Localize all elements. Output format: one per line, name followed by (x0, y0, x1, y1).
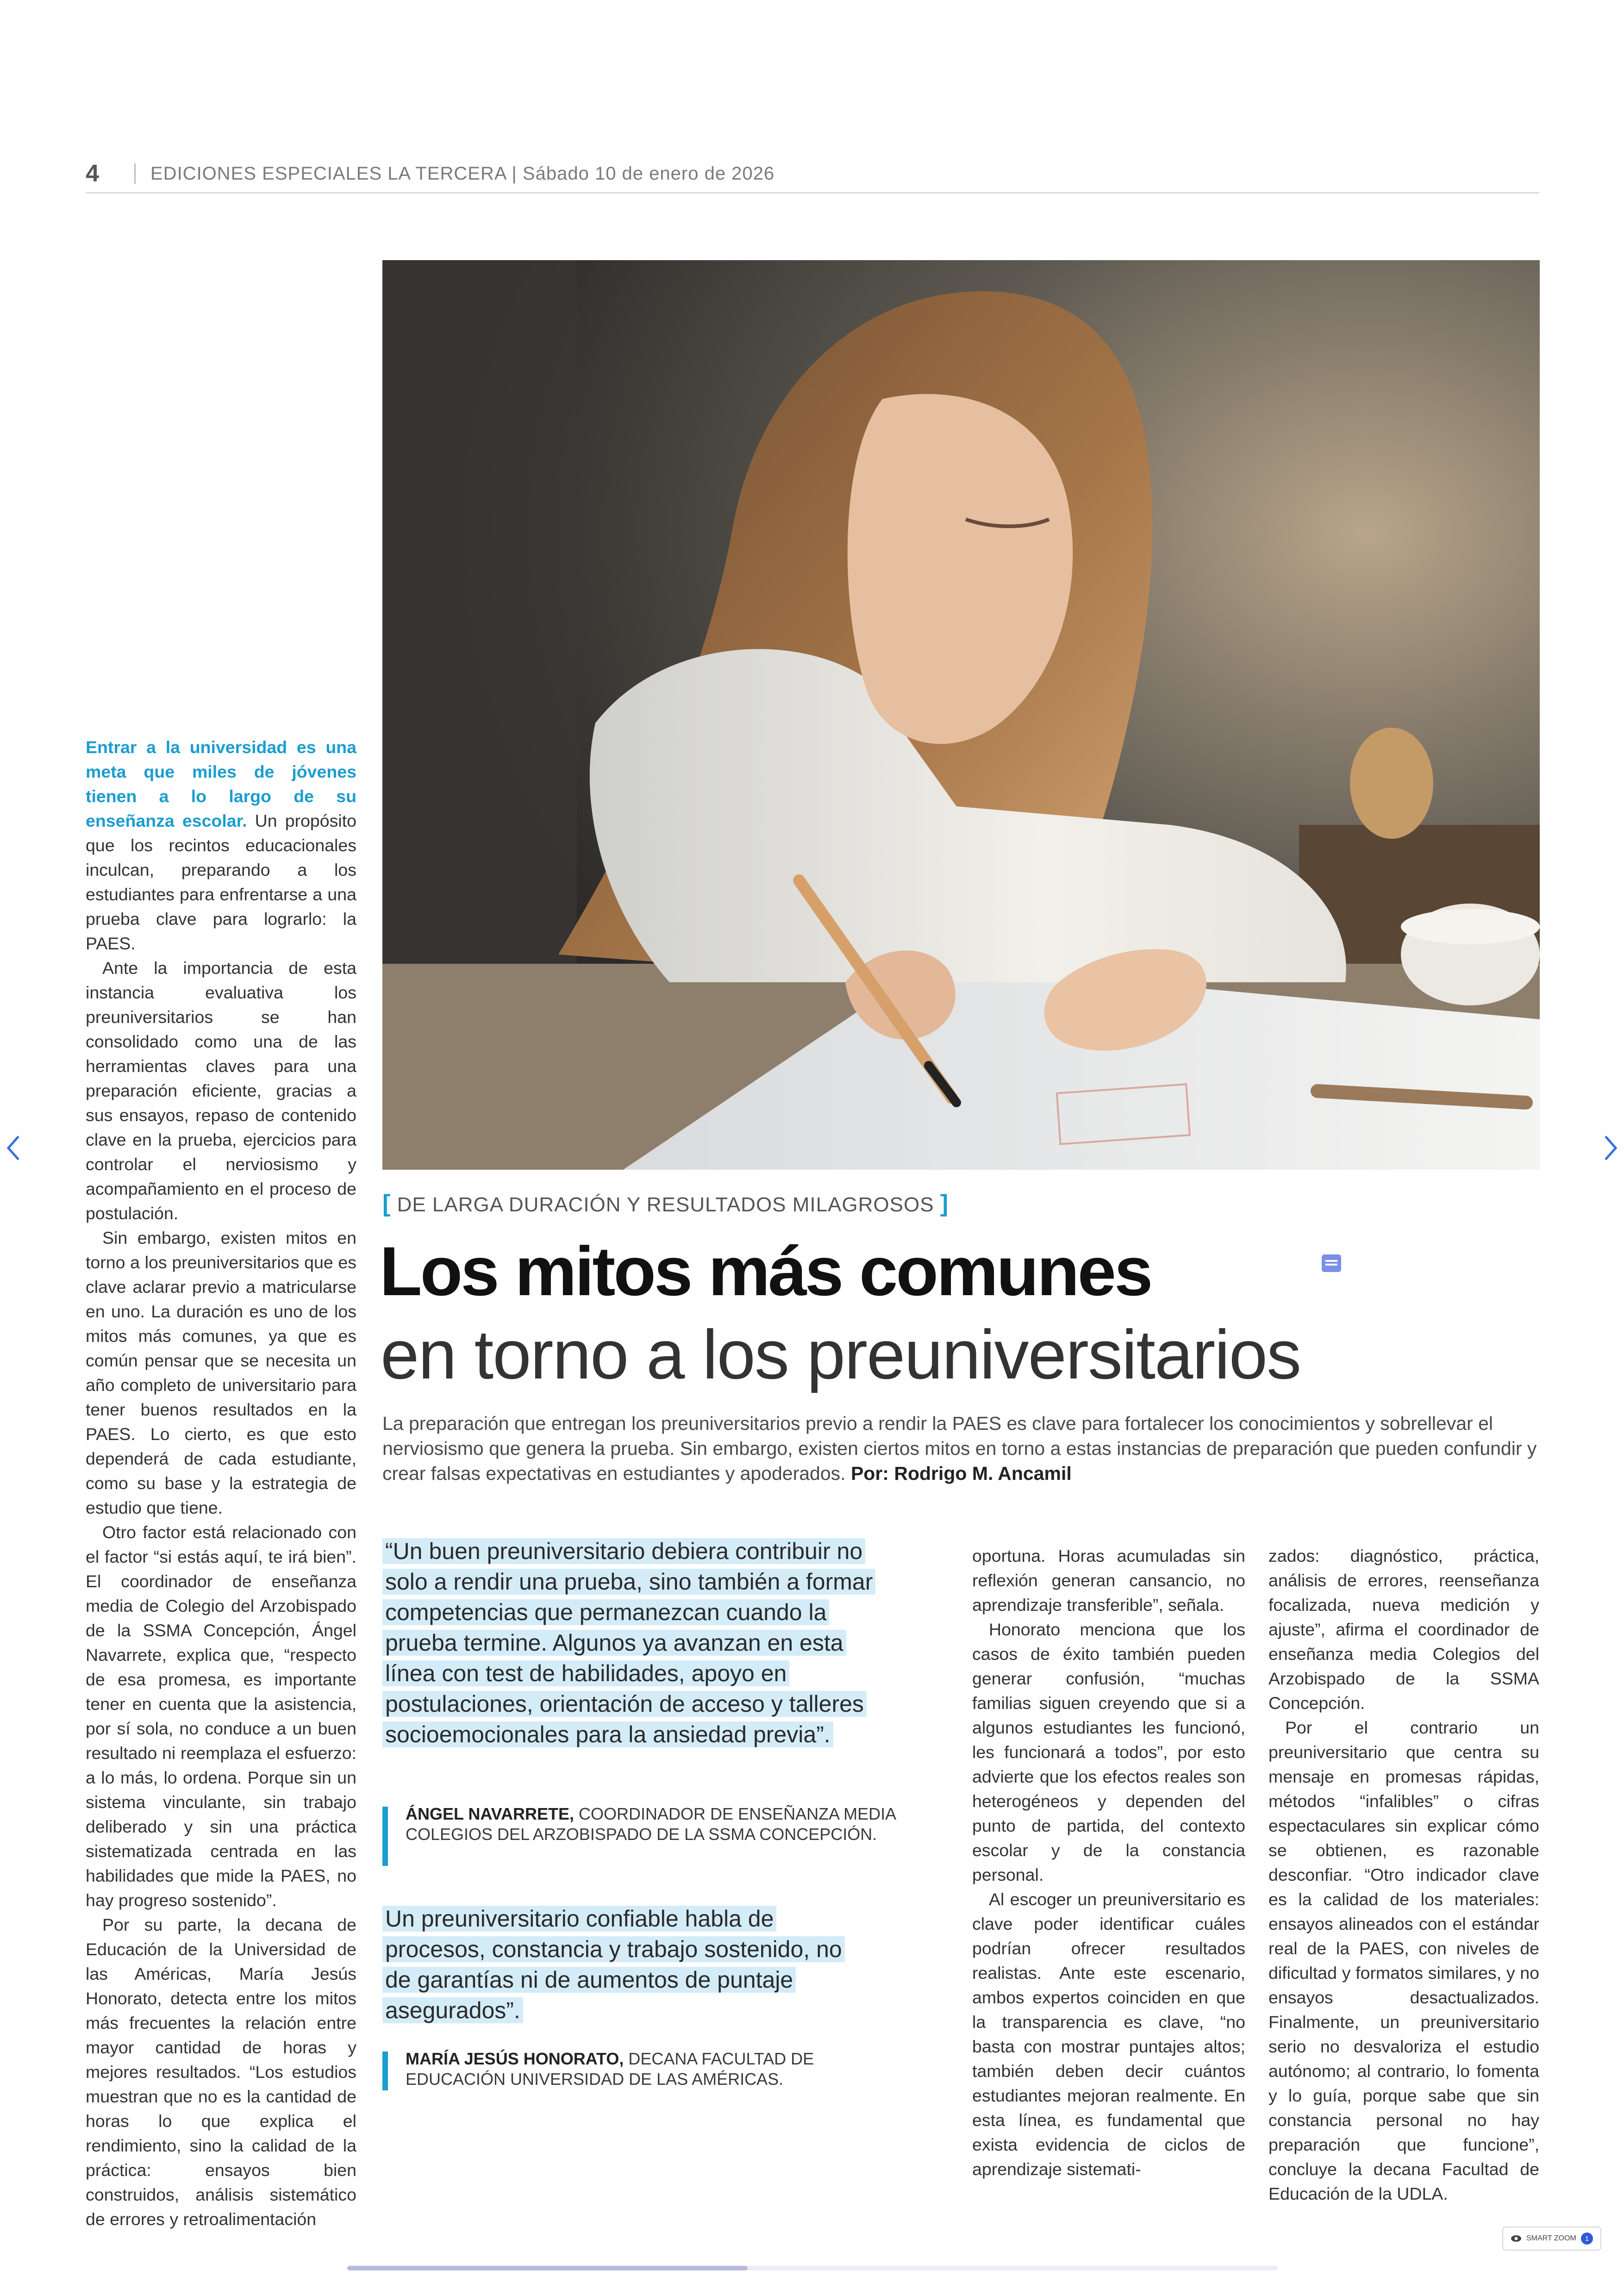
page-header (86, 160, 1539, 193)
smart-zoom-button[interactable] (1502, 2226, 1601, 2251)
attribution-role: DECANA FACULTAD DE EDUCACIÓN UNIVERSIDAD DE LAS AMÉRICAS. (406, 2049, 814, 2089)
standfirst (382, 1411, 1540, 1486)
pull-quote (382, 1536, 873, 1750)
chevron-right-icon (1601, 1132, 1619, 1164)
header-divider (134, 163, 136, 184)
kicker-text: DE LARGA DURACIÓN Y RESULTADOS MILAGROSOS (397, 1193, 934, 1216)
body-paragraph: Sin embargo, existen mitos en torno a los preuniversitarios que es clave aclarar previo a matricularse en uno. La duración es uno de los mitos más comunes, ya que es común pensar que se necesita un año completo de universitario para tener buenos resultados en la PAES. Lo cierto, es que esto dependerá de cada estudiante, como su base y la estrategia de estudio que tiene. (86, 1228, 356, 1517)
body-paragraph: Al escoger un preuniversitario es clave poder identificar cuáles podrían ofrecer resultados realistas. Ante este escenario, ambos expertos coinciden en que la transparencia es clave, “no basta con mostrar puntajes altos; también deben decir cuántos estudiantes mejoran realmente. En esta línea, es fundamental que exista evidencia de ciclos de aprendizaje sistemati- (972, 1890, 1245, 2179)
attribution-name: ÁNGEL NAVARRETE, (406, 1804, 575, 1823)
headline-main: Los mitos más comunes (380, 1232, 1151, 1310)
pull-quote-text: “Un buen preuniversitario debiera contribuir no solo a rendir una prueba, sino también a formar competencias que permanezcan cuando la prueba termine. Algunos ya avanzan en esta línea con test de habilidades, apoyo en postulaciones, orientación de acceso y talleres socioemocionales para la ansiedad previa”. (382, 1538, 875, 1747)
pull-quote-text: Un preuniversitario confiable habla de procesos, constancia y trabajo sostenido, no de garantías ni de aumentos de puntaje asegurados”. (382, 1906, 845, 2023)
body-paragraph: Por su parte, la decana de Educación de la Universidad de las Américas, María Jesús Honorato, detecta entre los mitos más frecuentes la relación entre mayor cantidad de horas y mejores resultados. “Los estudios muestran que no es la cantidad de horas lo que explica el rendimiento, sino la calidad de la práctica: ensayos bien construidos, análisis sistemático de errores y retroalimentación (86, 1915, 356, 2229)
body-paragraph: Honorato menciona que los casos de éxito también pueden generar confusión, “muchas familias siguen creyendo que si a algunos estudiantes les funcionó, les funcionará a todos”, por esto advierte que los efectos reales son heterogéneos y dependen del punto de partida, del contexto escolar y de la constancia personal. (972, 1620, 1245, 1884)
attribution-bar (382, 1807, 388, 1866)
kicker-bracket-open: [ (382, 1190, 391, 1217)
kicker-bracket-close: ] (940, 1190, 949, 1217)
body-paragraph (86, 735, 356, 956)
lead-in: Entrar a la universidad es una meta que miles de jóvenes tienen a lo largo de su enseñanza escolar. (86, 737, 356, 830)
quote-attribution (382, 2049, 896, 2089)
page-scrollbar-thumb[interactable] (347, 2266, 748, 2270)
next-page-button[interactable] (1601, 1132, 1619, 1164)
quote-attribution (382, 1804, 896, 1845)
smart-zoom-label: SMART ZOOM (1526, 2234, 1576, 2242)
attribution-bar (382, 2052, 388, 2090)
standfirst-text: La preparación que entregan los preuniversitarios previo a rendir la PAES es clave para fortalecer los conocimientos y sobrellevar el nerviosismo que genera la prueba. Sin embargo, existen ciertos mitos en torno a estas instancias de preparación que pueden confundir y crear falsas expectativas en estudiantes y apoderados. (382, 1413, 1537, 1484)
article-photo (382, 260, 1540, 1170)
smart-zoom-badge: 1 (1581, 2233, 1593, 2245)
body-column-3 (972, 1544, 1245, 2182)
section-kicker (382, 1190, 949, 1217)
body-paragraph: Ante la importancia de esta instancia evaluativa los preuniversitarios se han consolidado como una de las herramientas claves para una preparación eficiente, gracias a sus ensayos, repaso de contenido clave en la prueba, ejercicios para controlar el nerviosismo y acompañamiento en el proceso de postulación. (86, 958, 356, 1223)
comment-icon[interactable] (1322, 1254, 1341, 1272)
headline-secondary: en torno a los preuniversitarios (381, 1316, 1301, 1393)
lead-paragraph-text: Un propósito que los recintos educacionales inculcan, preparando a los estudiantes para enfrentarse a una prueba clave para lograrlo: la PAES. (86, 811, 356, 953)
attribution-role: COORDINADOR DE ENSEÑANZA MEDIA COLEGIOS DEL ARZOBISPADO DE LA SSMA CONCEPCIÓN. (406, 1804, 896, 1844)
byline: Por: Rodrigo M. Ancamil (850, 1463, 1072, 1484)
body-paragraph: zados: diagnóstico, práctica, análisis de errores, reenseñanza focalizada, nueva medición y ajuste”, afirma el coordinador de enseñanza media Colegios del Arzobispado de la SSMA Concepción. (1268, 1546, 1539, 1713)
body-paragraph: oportuna. Horas acumuladas sin reflexión generan cansancio, no aprendizaje transferible”, señala. (972, 1546, 1245, 1615)
body-column-4 (1268, 1544, 1539, 2206)
body-paragraph: Por el contrario un preuniversitario que centra su mensaje en promesas rápidas, métodos “infalibles” o cifras espectaculares sin explicar cómo se obtienen, es razonable desconfiar. “Otro indicador clave es la calidad de los materiales: ensayos alineados con el estándar real de la PAES, con niveles de dificultad y formatos similares, y no ensayos desactualizados. Finalmente, un preuniversitario serio no desvaloriza el estudio autónomo; al contrario, lo fomenta y lo guía, porque sabe que sin constancia personal no hay preparación que funcione”, concluye la decana Facultad de Educación de la UDLA. (1268, 1718, 1539, 2203)
chevron-left-icon (5, 1132, 23, 1164)
page-number: 4 (86, 160, 99, 187)
pull-quote (382, 1903, 873, 2026)
publication-dateline: EDICIONES ESPECIALES LA TERCERA | Sábado 10 de enero de 2026 (150, 163, 775, 184)
body-paragraph: Otro factor está relacionado con el factor “si estás aquí, te irá bien”. El coordinador de enseñanza media de Colegio del Arzobispado de la SSMA Concepción, Ángel Navarrete, explica que, “respecto de esa promesa, es importante tener en cuenta que la asistencia, por sí sola, no conduce a un buen resultado ni reemplaza el esfuerzo: a lo más, lo ordena. Porque sin un sistema vinculante, sin trabajo deliberado y sin una práctica sistematizada centrada en las habilidades que mide la PAES, no hay progreso sostenido”. (86, 1522, 356, 1910)
left-text-column (86, 735, 356, 2232)
previous-page-button[interactable] (5, 1132, 23, 1164)
eye-icon (1511, 2235, 1522, 2242)
attribution-name: MARÍA JESÚS HONORATO, (406, 2049, 624, 2068)
